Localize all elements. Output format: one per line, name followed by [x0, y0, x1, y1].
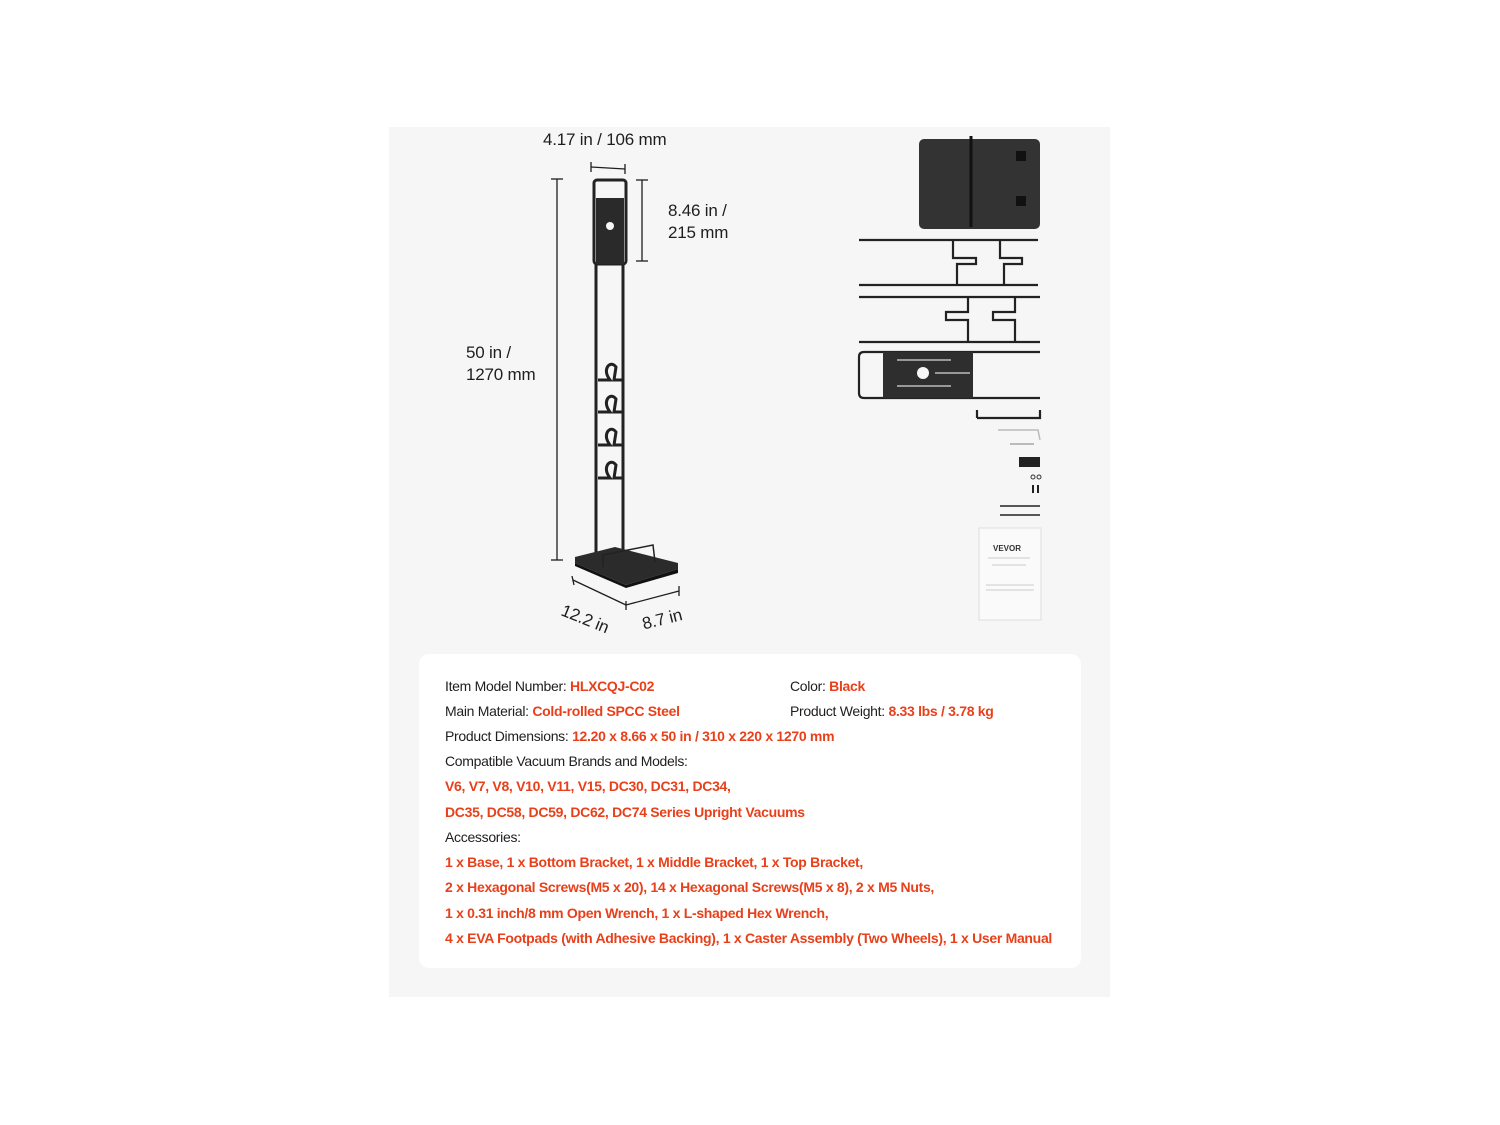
spec-color: Color: Black: [790, 678, 865, 694]
base-part: [919, 136, 1040, 229]
total-height-label-2: 1270 mm: [466, 365, 536, 384]
hex-wrench: [998, 430, 1040, 440]
footpads: [1019, 457, 1040, 467]
manual-brand-logo: VEVOR: [993, 544, 1022, 553]
spec-dimensions: Product Dimensions: 12.20 x 8.66 x 50 in / 310 x 220 x 1270 mm: [445, 728, 835, 744]
accessories-line: 1 x Base, 1 x Bottom Bracket, 1 x Middle Bracket, 1 x Top Bracket,: [445, 854, 864, 870]
dimensions-value: 12.20 x 8.66 x 50 in / 310 x 220 x 1270 mm: [572, 728, 835, 744]
accessories-heading: Accessories:: [445, 829, 521, 845]
top-bracket-height-label-1: 8.46 in /: [668, 201, 727, 220]
base-width-label: 8.7 in: [640, 605, 685, 634]
spec-material: Main Material: Cold-rolled SPCC Steel: [445, 703, 680, 719]
spec-model: Item Model Number: HLXCQJ-C02: [445, 678, 655, 694]
accessories-line: 2 x Hexagonal Screws(M5 x 20), 14 x Hexagonal Screws(M5 x 8), 2 x M5 Nuts,: [445, 879, 935, 895]
total-height-label-1: 50 in /: [466, 343, 511, 362]
compatible-models-line: DC35, DC58, DC59, DC62, DC74 Series Upright Vacuums: [445, 804, 805, 820]
spec-weight: Product Weight: 8.33 lbs / 3.78 kg: [790, 703, 994, 719]
accessories-line: 1 x 0.31 inch/8 mm Open Wrench, 1 x L-shaped Hex Wrench,: [445, 905, 829, 921]
color-value: Black: [829, 678, 865, 694]
model-number: HLXCQJ-C02: [570, 678, 655, 694]
compatible-models-line: V6, V7, V8, V10, V11, V15, DC30, DC31, DC34,: [445, 778, 731, 794]
base-depth-label: 12.2 in: [558, 600, 612, 638]
compatible-heading: Compatible Vacuum Brands and Models:: [445, 753, 688, 769]
top-bracket-height-label-2: 215 mm: [668, 223, 729, 242]
accessories-line: 4 x EVA Footpads (with Adhesive Backing), 1 x Caster Assembly (Two Wheels), 1 x User Manual: [445, 930, 1053, 946]
width-dimension-label: 4.17 in / 106 mm: [543, 130, 667, 149]
weight-value: 8.33 lbs / 3.78 kg: [888, 703, 994, 719]
material-value: Cold-rolled SPCC Steel: [532, 703, 680, 719]
user-manual: [979, 528, 1041, 620]
